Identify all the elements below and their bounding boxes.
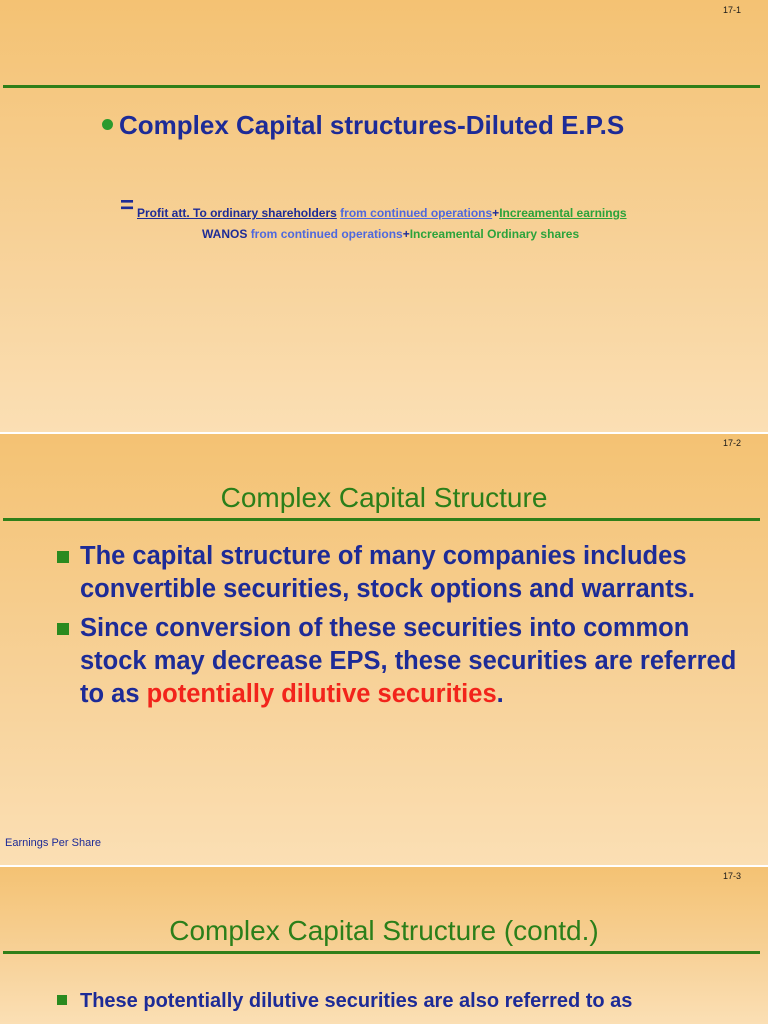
bullet-text: Since conversion of these securities into common stock may decrease EPS, these securities are referred to as [80,614,737,708]
bullet-list [57,987,738,1015]
bullet-dot-icon [102,119,113,130]
equals-sign: = [120,192,135,219]
numerator-part3: Increamental earnings [499,206,627,220]
denominator-part1: WANOS [202,227,248,241]
formula-denominator [202,227,579,241]
slide-heading [102,110,624,141]
numerator-part2: from continued operations [340,206,493,220]
title-rule [3,951,760,954]
numerator-plus: + [492,206,500,220]
title-rule [3,518,760,521]
slide-3 [0,867,768,1024]
list-item [57,987,738,1015]
highlight-text: potentially dilutive securities [146,680,497,708]
denominator-plus: + [402,227,410,241]
bullet-text: These potentially dilutive securities are also referred to as [80,990,633,1012]
denominator-part2: from continued operations [250,227,403,241]
bullet-list [57,540,738,717]
denominator-part3: Increamental Ordinary shares [409,227,580,241]
slide-number: 17-2 [722,438,741,448]
square-bullet-icon [57,551,69,563]
list-item [57,540,738,606]
list-item [57,612,738,711]
slide-footer: Earnings Per Share [5,837,101,849]
bullet-text: The capital structure of many companies includes convertible securities, stock options and warrants. [80,542,696,603]
formula-numerator [137,206,627,220]
square-bullet-icon [57,623,69,635]
square-bullet-icon [57,995,67,1005]
bullet-end: . [496,680,504,708]
slide-2 [0,434,768,865]
slide-title: Complex Capital Structure [220,482,548,513]
slide-1 [0,0,768,432]
title-rule [3,85,760,88]
heading-text: Complex Capital structures-Diluted E.P.S [119,110,625,140]
slide-number: 17-3 [722,871,741,881]
numerator-part1: Profit att. To ordinary shareholders [137,206,337,220]
slide-title: Complex Capital Structure (contd.) [169,915,599,946]
slide-number: 17-1 [722,5,741,15]
